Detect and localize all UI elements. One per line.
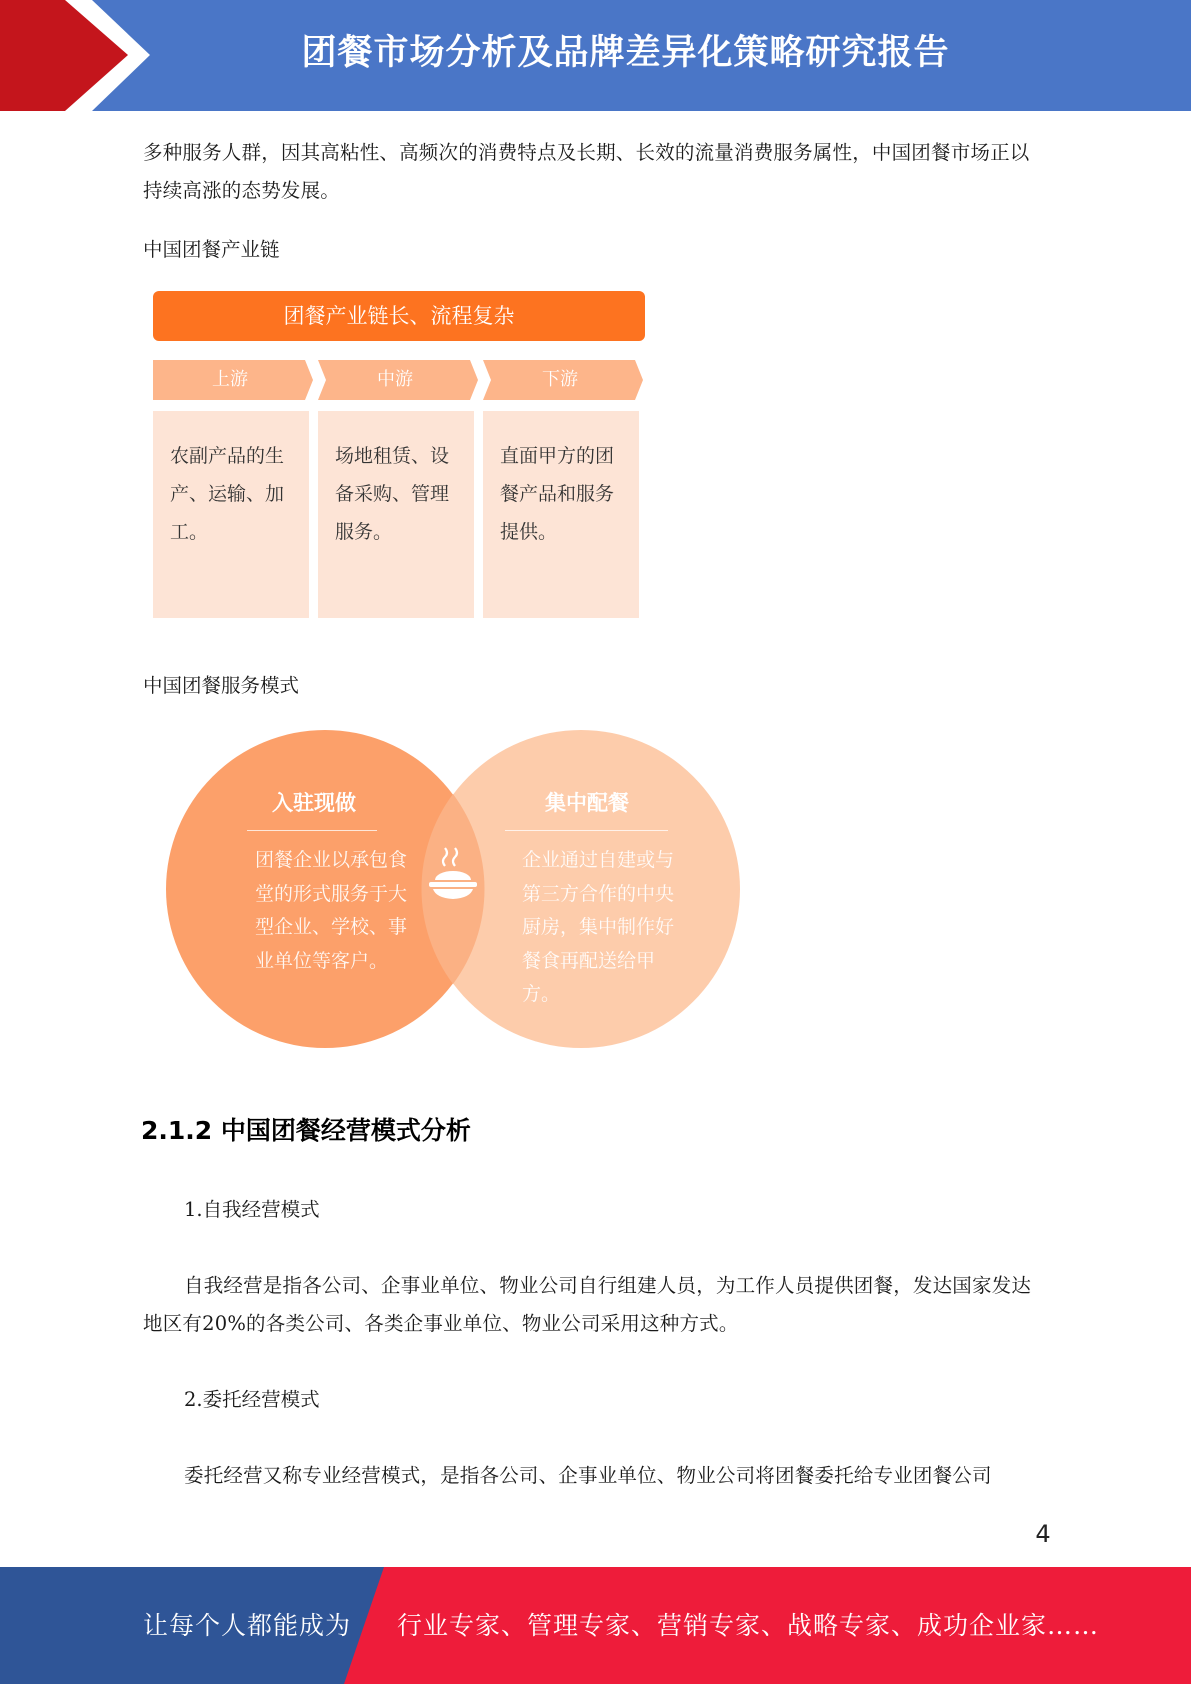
header-accent-shape — [0, 0, 160, 111]
report-title: 团餐市场分析及品牌差异化策略研究报告 — [301, 33, 950, 73]
chain-downstream-description: 直面甲方的团餐产品和服务提供。 — [483, 411, 639, 618]
chain-stage-label: 上游 — [212, 369, 248, 390]
venn-left-text: 团餐企业以承包食堂的形式服务于大型企业、学校、事业单位等客户。 — [255, 849, 408, 972]
venn-left-divider — [247, 830, 377, 831]
industry-chain-figure — [151, 289, 647, 620]
chain-stage-upstream — [153, 360, 313, 400]
page-header — [0, 0, 1191, 111]
chain-upstream-description: 农副产品的生产、运输、加工。 — [153, 411, 309, 618]
section-heading: 2.1.2 中国团餐经营模式分析 — [141, 1116, 471, 1145]
footer-slogan-right: 行业专家、管理专家、营销专家、战略专家、成功企业家…… — [397, 1611, 1100, 1640]
page-number: 4 — [1035, 1520, 1051, 1548]
service-figure-caption: 中国团餐服务模式 — [143, 674, 300, 697]
chain-stage-downstream — [483, 360, 643, 400]
subsection-paragraph-2: 委托经营又称专业经营模式，是指各公司、企事业单位、物业公司将团餐委托给专业团餐公司 — [184, 1464, 992, 1487]
chain-title-banner: 团餐产业链长、流程复杂 — [153, 291, 645, 341]
chain-stage-midstream — [318, 360, 478, 400]
page-footer — [0, 1567, 1191, 1684]
chain-figure-caption: 中国团餐产业链 — [143, 238, 280, 261]
intro-paragraph: 多种服务人群，因其高粘性、高频次的消费特点及长期、长效的流量消费服务属性，中国团餐市场正以持续高涨的态势发展。 — [143, 141, 1030, 202]
venn-right-text: 企业通过自建或与第三方合作的中央厨房，集中制作好餐食再配送给甲方。 — [522, 849, 675, 1005]
subsection-title-2: 2.委托经营模式 — [184, 1388, 320, 1411]
chain-midstream-description: 场地租赁、设备采购、管理服务。 — [318, 411, 474, 618]
venn-left-title: 入驻现做 — [272, 791, 356, 815]
venn-right-divider — [505, 830, 668, 831]
chain-stage-label: 下游 — [542, 369, 578, 390]
service-model-venn — [160, 728, 750, 1050]
footer-slogan-left: 让每个人都能成为 — [143, 1611, 352, 1640]
subsection-paragraph-1: 自我经营是指各公司、企事业单位、物业公司自行组建人员，为工作人员提供团餐，发达国家发达地区有20%的各类公司、各类企事业单位、物业公司采用这种方式。 — [143, 1274, 1032, 1335]
subsection-title-1: 1.自我经营模式 — [184, 1198, 320, 1221]
chain-stage-label: 中游 — [377, 369, 413, 390]
venn-right-title: 集中配餐 — [545, 791, 629, 815]
